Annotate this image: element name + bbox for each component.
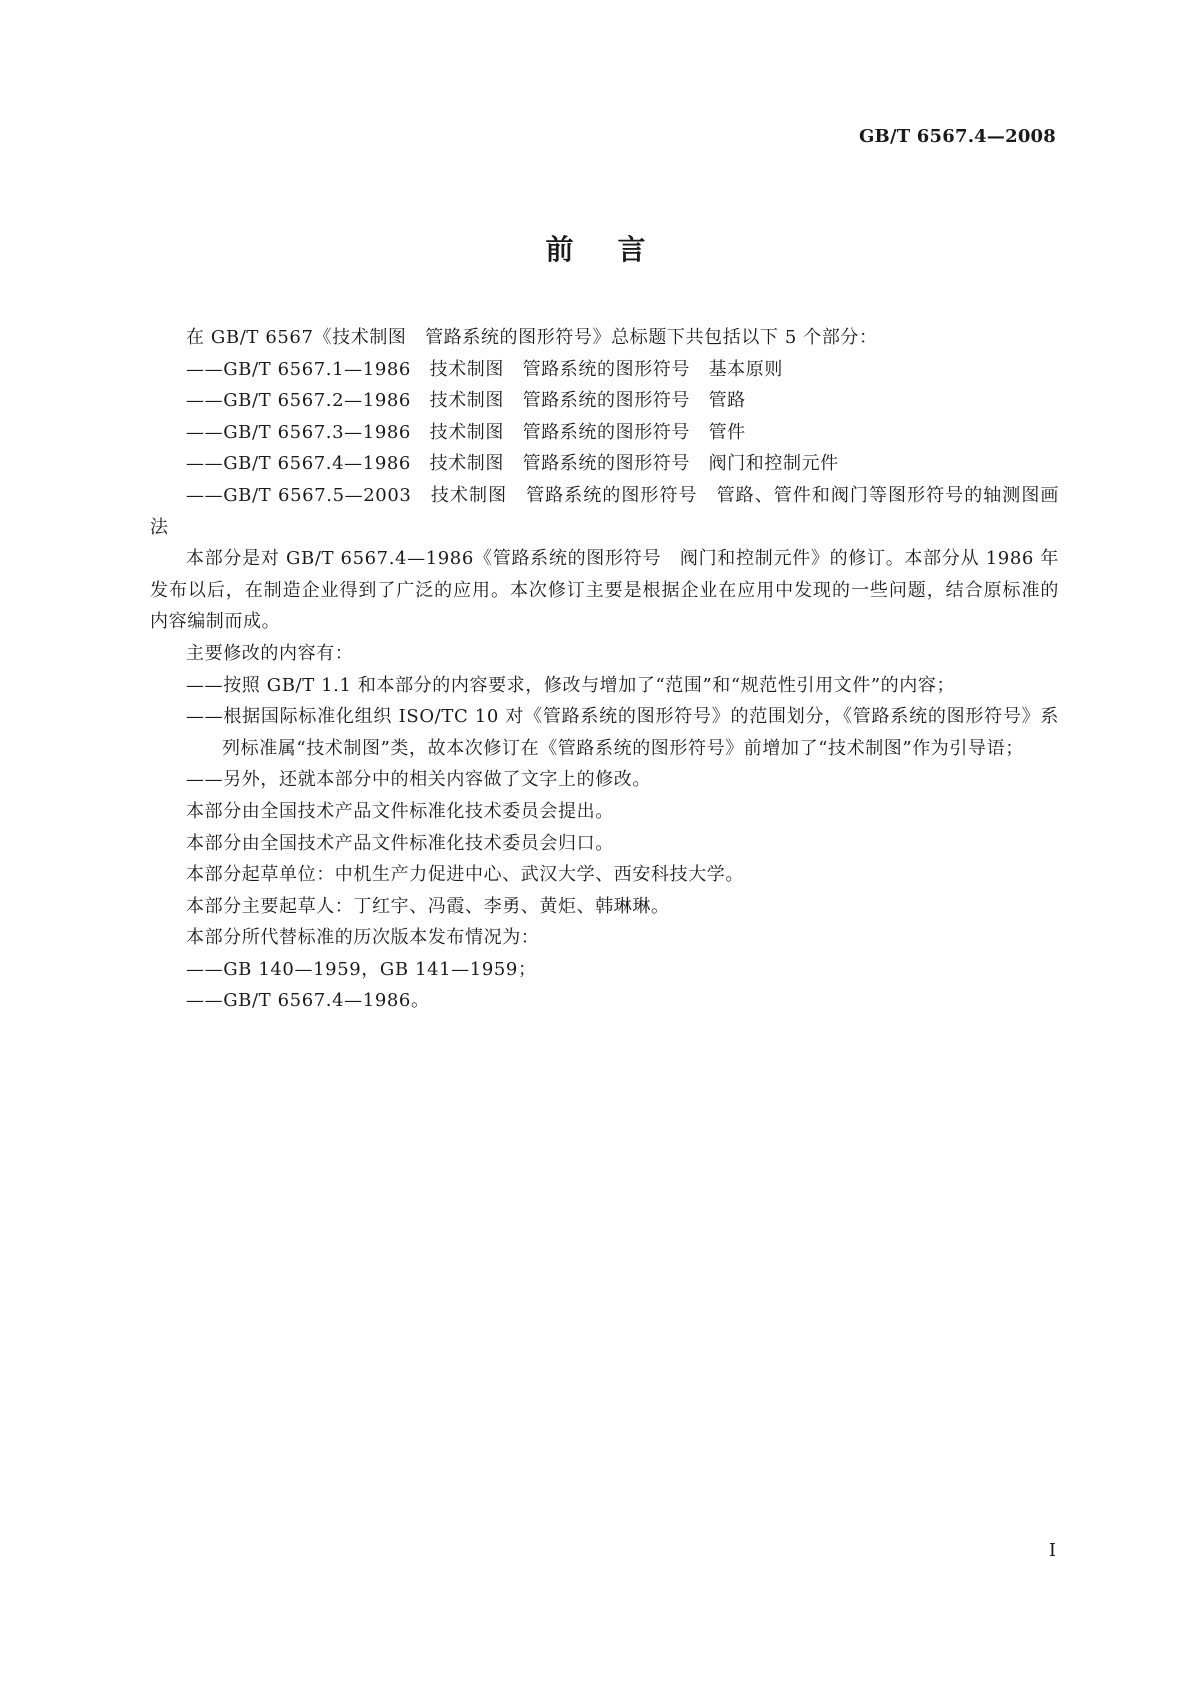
history-item-1: ——GB 140—1959，GB 141—1959； [186, 958, 537, 980]
change-item-2: ——根据国际标准化组织 ISO/TC 10 对《管路系统的图形符号》的范围划分，《管路系统的图形符号》系列标准属“技术制图”类，故本次修订在《管路系统的图形符号》前增加了“技术制图”作为引导语； [186, 706, 1059, 759]
changes-intro: 主要修改的内容有： [186, 642, 354, 664]
foreword-body [150, 322, 1059, 1017]
page-title: 前言 [545, 233, 690, 266]
part-item-5: ——GB/T 6567.5—2003 技术制图 管路系统的图形符号 管路、管件和阀门等图形符号的轴测图画法 [150, 484, 1059, 538]
change-item-3: ——另外，还就本部分中的相关内容做了文字上的修改。 [186, 769, 651, 791]
revision-paragraph: 本部分是对 GB/T 6567.4—1986《管路系统的图形符号 阀门和控制元件》的修订。本部分从 1986 年发布以后，在制造企业得到了广泛的应用。本次修订主要是根据企业在应用中发现的一些问题，结合原标准的内容编制而成。 [150, 548, 1059, 633]
intro-paragraph: 在 GB/T 6567《技术制图 管路系统的图形符号》总标题下共包括以下 5 个部分： [186, 327, 878, 348]
part-item-1: ——GB/T 6567.1—1986 技术制图 管路系统的图形符号 基本原则 [186, 358, 783, 380]
standard-code: GB/T 6567.4—2008 [858, 126, 1056, 147]
proposed-by: 本部分由全国技术产品文件标准化技术委员会提出。 [186, 800, 614, 822]
part-item-3: ——GB/T 6567.3—1986 技术制图 管路系统的图形符号 管件 [186, 421, 746, 443]
drafters: 本部分主要起草人：丁红宇、冯霞、李勇、黄炬、韩琳琳。 [186, 895, 670, 917]
drafting-units: 本部分起草单位：中机生产力促进中心、武汉大学、西安科技大学。 [186, 864, 744, 886]
centralized-by: 本部分由全国技术产品文件标准化技术委员会归口。 [186, 832, 614, 854]
history-intro: 本部分所代替标准的历次版本发布情况为： [186, 927, 540, 949]
part-item-4: ——GB/T 6567.4—1986 技术制图 管路系统的图形符号 阀门和控制元件 [186, 453, 839, 475]
part-item-2: ——GB/T 6567.2—1986 技术制图 管路系统的图形符号 管路 [186, 390, 746, 412]
history-item-2: ——GB/T 6567.4—1986。 [186, 990, 430, 1012]
change-item-1: ——按照 GB/T 1.1 和本部分的内容要求，修改与增加了“范围”和“规范性引用文件”的内容； [186, 674, 956, 696]
page-number: I [1048, 1540, 1056, 1561]
